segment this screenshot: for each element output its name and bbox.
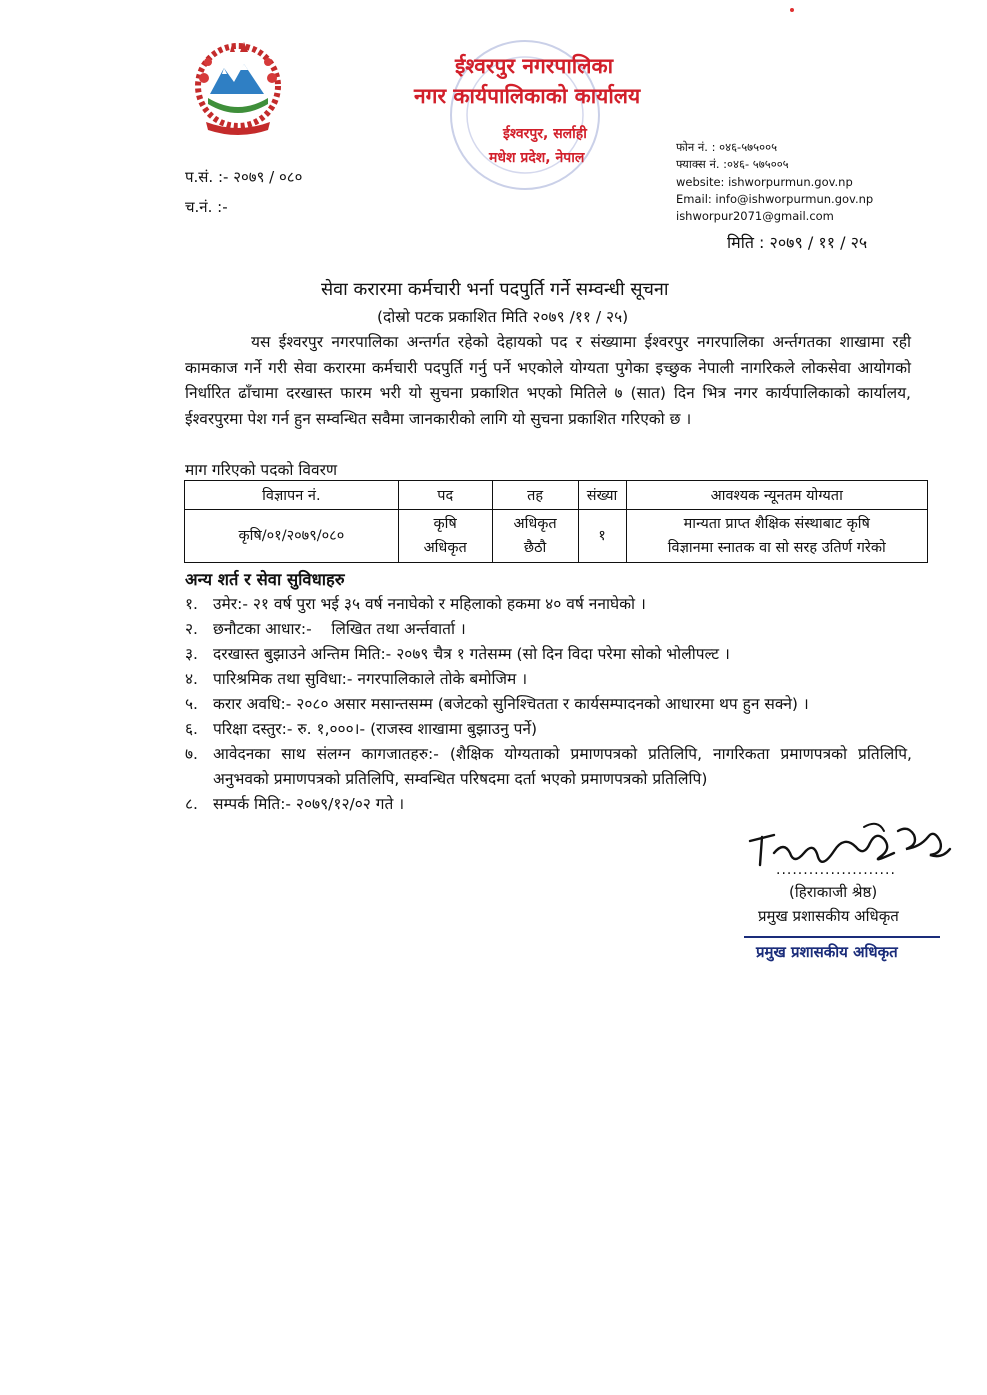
list-text: उमेर:- २१ वर्ष पुरा भई ३५ वर्ष ननाघेको र महिलाको हकमा ४० वर्ष ननाघेको ।: [213, 595, 646, 613]
table-row: [185, 510, 928, 563]
cell-level: [492, 510, 578, 563]
email: Email: info@ishworpurmun.gov.np: [676, 192, 874, 206]
list-text: सम्पर्क मिति:- २०७९/१२/०२ गते ।: [213, 794, 405, 813]
chalani-number: च.नं. :-: [185, 198, 228, 216]
notice-body: [185, 330, 911, 432]
qualification-line-2: विज्ञानमा स्नातक वा सो सरह उतिर्ण गरेको: [667, 540, 886, 556]
publication-note: (दोस्रो पटक प्रकाशित मिति २०७९ /११ / २५): [377, 308, 629, 326]
list-number: ४.: [185, 670, 198, 688]
post-line-1: कृषि: [433, 516, 457, 532]
stamp-underline: [744, 936, 940, 938]
signature-dots: ......................: [776, 862, 896, 878]
email-secondary: ishworpur2071@gmail.com: [676, 209, 834, 223]
notice-subject: सेवा करारमा कर्मचारी भर्ना पदपुर्ति गर्ने सम्वन्धी सूचना: [321, 279, 669, 300]
list-number: ७.: [185, 745, 198, 763]
header-level: तह: [492, 481, 578, 510]
post-line-2: अधिकृत: [423, 540, 467, 556]
nepal-emblem-icon: [192, 38, 284, 138]
list-text: दरखास्त बुझाउने अन्तिम मिति:- २०७९ चैत्र १ गतेसम्म (सो दिन विदा परेमा सोको भोलीपल्ट ।: [213, 645, 730, 663]
header-post: पद: [398, 481, 492, 510]
list-number: १.: [185, 595, 198, 613]
list-item: [185, 692, 912, 717]
header-count: संख्या: [578, 481, 626, 510]
list-item: [185, 617, 912, 642]
office-location: ईश्वरपुर, सर्लाही: [503, 126, 587, 142]
list-text: पारिश्रमिक तथा सुविधा:- नगरपालिकाले तोके बमोजिम ।: [213, 670, 528, 688]
header-qualification: आवश्यक न्यूनतम योग्यता: [626, 481, 927, 510]
list-text: करार अवधि:- २०८० असार मसान्तसम्म (बजेटको सुनिश्चितता र कार्यसम्पादनको आधारमा थप हुन सक्ने) ।: [213, 695, 809, 713]
level-line-2: छैठौ: [523, 540, 547, 556]
list-number: ८.: [185, 794, 198, 813]
list-number: ६.: [185, 720, 198, 738]
list-item: [185, 667, 912, 692]
qualification-line-1: मान्यता प्राप्त शैक्षिक संस्थाबाट कृषि: [683, 516, 870, 532]
letter-date: मिति : २०७९ / ११ / २५: [727, 233, 868, 252]
office-province: मधेश प्रदेश, नेपाल: [489, 150, 585, 166]
list-number: ३.: [185, 645, 198, 663]
list-number: २.: [185, 620, 198, 638]
list-item: [185, 742, 912, 791]
header-ad-no: विज्ञापन नं.: [185, 481, 399, 510]
cell-count: १: [578, 510, 626, 563]
fax-number: फ्याक्स नं. :०४६- ५७५००५: [676, 157, 789, 171]
office-name: नगर कार्यपालिकाको कार्यालय: [414, 84, 641, 108]
list-item: [185, 717, 912, 742]
terms-title: अन्य शर्त र सेवा सुविधाहरु: [185, 570, 345, 589]
vacancy-table: [184, 480, 928, 563]
cell-ad-no: कृषि/०१/२०७९/०८०: [185, 510, 399, 563]
list-item: [185, 642, 912, 667]
terms-list: [185, 592, 912, 817]
list-text: छनौटका आधार:- लिखित तथा अर्न्तवार्ता ।: [213, 620, 466, 638]
cell-post: [398, 510, 492, 563]
level-line-1: अधिकृत: [513, 516, 557, 532]
signer-title: प्रमुख प्रशासकीय अधिकृत: [758, 907, 899, 925]
website: website: ishworpurmun.gov.np: [676, 175, 853, 189]
cell-qualification: [626, 510, 927, 563]
phone-number: फोन नं. : ०४६-५७५००५: [676, 140, 778, 154]
signer-stamp-title: प्रमुख प्रशासकीय अधिकृत: [756, 943, 898, 961]
patra-sankhya: प.सं. :- २०७९ / ०८०: [185, 168, 303, 186]
list-number: ५.: [185, 695, 198, 713]
list-text: परिक्षा दस्तुर:- रु. १,०००।- (राजस्व शाखामा बुझाउनु पर्ने): [213, 720, 538, 738]
list-item: [185, 592, 912, 617]
table-header-row: [185, 481, 928, 510]
body-paragraph: यस ईश्वरपुर नगरपालिका अन्तर्गत रहेको देहायको पद र संख्यामा ईश्वरपुर नगरपालिका अर्न्तगतका शाखामा रही कामकाज गर्ने गरी सेवा करारमा कर्मचारी पदपुर्ति गर्नु पर्ने भएकोले योग्यता पुगेका इच्छुक नेपाली नागरिकले लोकसेवा आयोगको निर्धारित ढाँचामा दरखास्त फारम भरी यो सुचना प्रकाशित भएको मितिले ७ (सात) दिन भित्र नगर कार्यपालिकाको कार्यालय, ईश्वरपुरमा पेश गर्न हुन सम्वन्धित सवैमा जानकारीको लागि यो सुचना प्रकाशित गरिएको छ ।: [185, 333, 911, 428]
org-name: ईश्वरपुर नगरपालिका: [455, 54, 614, 78]
table-caption: माग गरिएको पदको विवरण: [185, 461, 338, 479]
list-text: आवेदनका साथ संलग्न कागजातहरु:- (शैक्षिक योग्यताको प्रमाणपत्रको प्रतिलिपि, नागरिकता प्रमाणपत्रको प्रतिलिपि, अनुभवको प्रमाणपत्रको प्रतिलिपि, सम्वन्धित परिषदमा दर्ता भएको प्रमाणपत्रको प्रतिलिपि): [213, 745, 912, 788]
signer-name: (हिराकाजी श्रेष्ठ): [789, 883, 878, 901]
corner-mark: [790, 8, 794, 12]
